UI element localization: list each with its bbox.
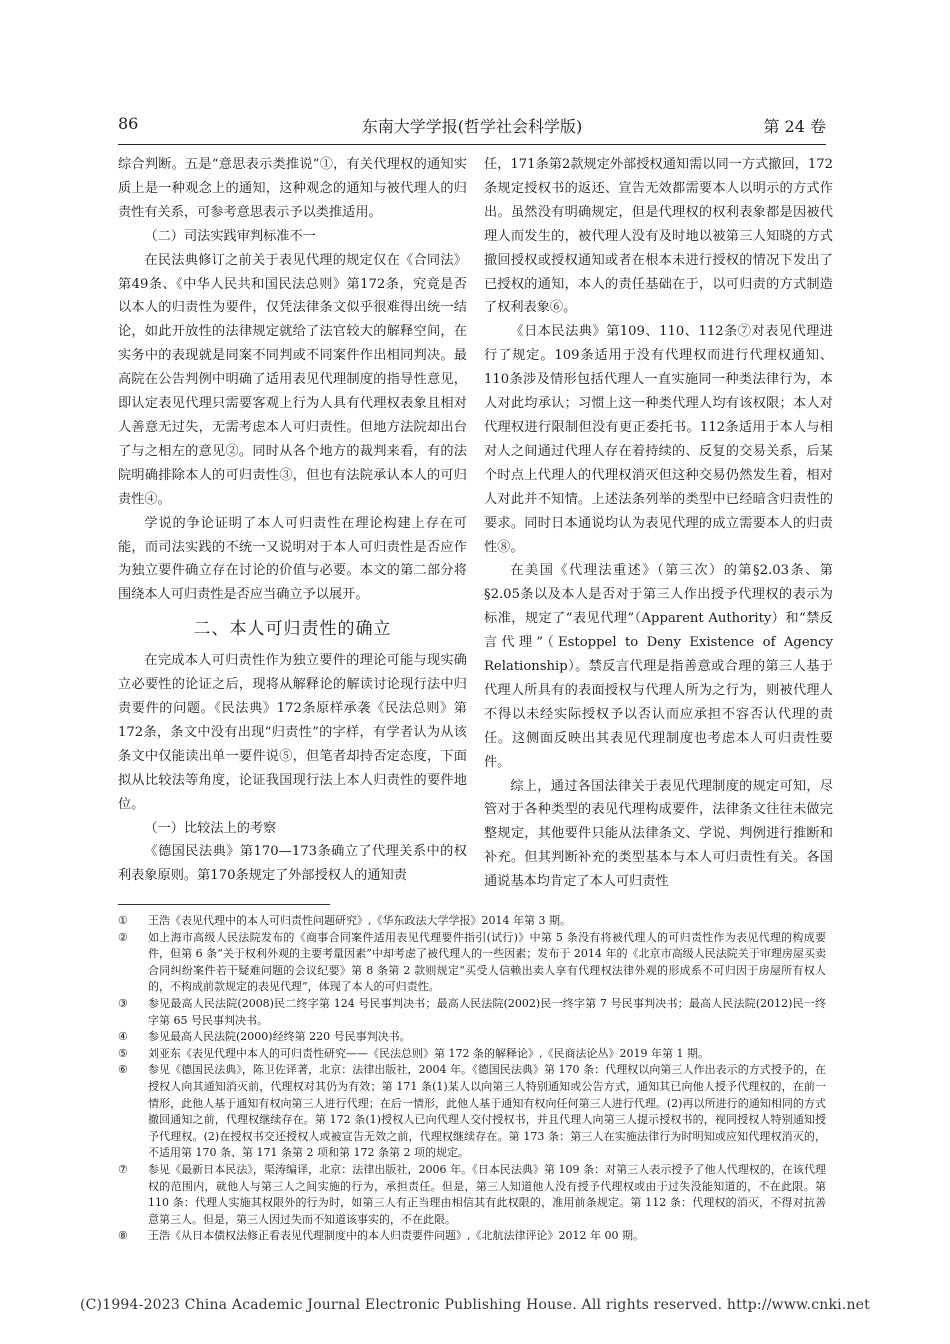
volume-label: 第 24 卷 bbox=[763, 117, 826, 136]
paragraph: 在民法典修订之前关于表见代理的规定仅在《合同法》第49条、《中华人民共和国民法总则》第172条，究竟是否以本人的归责性为要件，仅凭法律条文似乎很难得出统一结论，如此开放性的法律规定就给了法官较大的解释空间，在实务中的表现就是同案不同判或不同案件作出相同判决。最高院在公告判例中明确了适用表见代理制度的指导性意见，即认定表见代理只需要客观上行为人具有代理权表象且相对人善意无过失，无需考虑本人可归责性。但地方法院却出台了与之相左的意见②。同时从各个地方的裁判来看，有的法院明确排除本人的可归责性③，但也有法院承认本人的可归责性④。 bbox=[118, 252, 467, 507]
footnote bbox=[118, 1062, 826, 1162]
footnote-text: 参见最高人民法院(2000)经终第 220 号民事判决书。 bbox=[148, 1030, 411, 1044]
subsection-heading: （二）司法实践审判标准不一 bbox=[144, 228, 316, 244]
footnote bbox=[118, 913, 826, 930]
paragraph: 学说的争论证明了本人可归责性在理论构建上存在可能，而司法实践的不统一又说明对于本人可归责性是否应作为独立要件确立存在讨论的价值与必要。本文的第二部分将围绕本人可归责性是否应当确立予以展开。 bbox=[118, 515, 467, 603]
footnote-mark: ① bbox=[118, 914, 128, 927]
footnote-text: 参见《德国民法典》，陈卫佐译著，北京：法律出版社，2004 年。《德国民法典》第 170 条：代理权以向第三人作出表示的方式授予的，在授权人向其通知消灭前，代理权对其仍为有效；第 171 条(1)某人以向第三人特别通知或公告方式，通知其已向他人授予代理权的，在前一情形，此他人基于通知有权向第三人进行代理；在后一情形，此他人基于通知有权向任何第三人进行代理。(2)再以所进行的通知相同的方式撤回通知之前，代理权继续存在。第 172 条(1)授权人已向代理人交付授权书，并且代理人向第三人提示授权书的，视同授权人特别通知授予代理权。(2)在授权书交还授权人或被宣告无效之前，代理权继续存在。第 173 条：第三人在实施法律行为时明知或应知代理权消灭的，不适用第 170 条、第 171 条第 2 项和第 172 条第 2 项的规定。 bbox=[148, 1063, 826, 1160]
paragraph: 《德国民法典》第170—173条确立了代理关系中的权利表象原则。第170条规定了外部授权人的通知责 bbox=[118, 844, 467, 884]
footnote-mark: ⑥ bbox=[118, 1063, 128, 1077]
footnote-text: 如上海市高级人民法院发布的《商事合同案件适用表见代理要件指引(试行)》中第 5 条没有将被代理人的可归责性作为表见代理的构成要件，但第 6 条“关于权利外观的主要考量因素”中却考虑了被代理人的一些因素；发布于 2014 年的《北京市高级人民法院关于审理房屋买卖合同纠纷案件若干疑难问题的会议纪要》第 8 条第 2 款则规定“买受人信赖出卖人享有代理权法律外观的形成系不可归因于房屋所有权人的，不构成前款规定的表见代理”，体现了本人的可归责性。 bbox=[148, 930, 826, 994]
footnote-mark: ⑧ bbox=[118, 1229, 128, 1243]
footnote-text: 刘亚东《表见代理中本人的可归责性研究——《民法总则》第 172 条的解释论》,《民商法论丛》2019 年第 1 期。 bbox=[148, 1046, 709, 1060]
footnote-text: 参见最高人民法院(2008)民二终字第 124 号民事判决书；最高人民法院(2002)民一终字第 7 号民事判决书；最高人民法院(2012)民一终字第 65 号民事判决书。 bbox=[148, 996, 826, 1027]
footnote bbox=[118, 1162, 826, 1228]
section-heading: 二、本人可归责性的确立 bbox=[193, 619, 392, 640]
paragraph: 综上，通过各国法律关于表见代理制度的规定可知，尽管对于各种类型的表见代理构成要件，法律条文往往未做完整规定，其他要件只能从法律条文、学说、判例进行推断和补充。但其判断补充的类型基本与本人可归责性有关。各国通说基本均肯定了本人可归责性 bbox=[484, 778, 833, 890]
subsection-heading: （一）比较法上的考察 bbox=[144, 820, 277, 836]
footnote-text: 王浩《表见代理中的本人可归责性问题研究》,《华东政法大学学报》2014 年第 3 期。 bbox=[148, 914, 571, 927]
footnote bbox=[118, 930, 826, 996]
paragraph: 任，171条第2款规定外部授权通知需以同一方式撤回，172条规定授权书的返还、宣告无效都需要本人以明示的方式作出。虽然没有明确规定，但是代理权的权利表象都是因被代理人而发生的，被代理人没有及时地以被第三人知晓的方式撤回授权或授权通知或者在根本未进行授权的情况下发出了已授权的通知，本人的责任基础在于，以可归责的方式制造了权利表象⑥。 bbox=[484, 157, 833, 316]
footnote-text: 王浩《从日本债权法修正看表见代理制度中的本人归责要件问题》,《北航法律评论》2012 年 00 期。 bbox=[148, 1229, 644, 1243]
journal-title: 东南大学学报(哲学社会科学版) bbox=[361, 117, 583, 136]
copyright-notice: (C)1994-2023 China Academic Journal Electronic Publishing House. All rights reserved. http://www.cnki.net bbox=[79, 1297, 870, 1313]
footnote bbox=[118, 1228, 826, 1245]
footnote-mark: ⑤ bbox=[118, 1046, 128, 1060]
footnote bbox=[118, 1029, 826, 1046]
paragraph: 综合判断。五是“意思表示类推说”①，有关代理权的通知实质上是一种观念上的通知，这种观念的通知与被代理人的归责性有关系，可参考意思表示予以类推适用。 bbox=[118, 157, 467, 220]
footnote-mark: ⑦ bbox=[118, 1162, 128, 1176]
footnote-divider bbox=[118, 904, 330, 905]
page-number: 86 bbox=[118, 114, 139, 133]
footnotes bbox=[118, 913, 826, 1245]
left-column bbox=[118, 153, 467, 888]
right-column bbox=[484, 153, 833, 894]
footnote-mark: ④ bbox=[118, 1030, 128, 1044]
footnote-text: 参见《最新日本民法》，渠涛编译，北京：法律出版社，2006 年。《日本民法典》第 109 条：对第三人表示授予了他人代理权的，在该代理权的范围内，就他人与第三人之间实施的行为，承担责任。但是，第三人知道他人没有授予代理权或由于过失没能知道的，不在此限。第 110 条：代理人实施其权限外的行为时，如第三人有正当理由相信其有此权限的，准用前条规定。第 112 条：代理权的消灭，不得对抗善意第三人。但是，第三人因过失而不知道该事实的，不在此限。 bbox=[148, 1162, 826, 1226]
paragraph: 在完成本人可归责性作为独立要件的理论可能与现实确立必要性的论证之后，现将从解释论的解读讨论现行法中归责要件的问题。《民法典》172条原样承袭《民法总则》第172条，条文中没有出现“归责性”的字样，有学者认为从该条文中仅能读出单一要件说⑤，但笔者却持否定态度，下面拟从比较法等角度，论证我国现行法上本人归责性的要件地位。 bbox=[118, 653, 467, 812]
footnote-mark: ② bbox=[118, 930, 128, 944]
paragraph: 在美国《代理法重述》（第三次）的第§2.03条、第§2.05条以及本人是否对于第三人作出授予代理权的表示为标准，规定了“表见代理”（Apparent Authority）和“禁反言代理”（Estoppel to Deny Existence of Agency Relationship）。禁反言代理是指善意或合理的第三人基于代理人所具有的表面授权与代理人所为之行为，则被代理人不得以未经实际授权予以否认而应承担不容否认代理的责任。这侧面反映出其表见代理制度也考虑本人可归责性要件。 bbox=[484, 563, 833, 770]
footnote bbox=[118, 996, 826, 1029]
running-header bbox=[118, 110, 826, 145]
paragraph: 《日本民法典》第109、110、112条⑦对表见代理进行了规定。109条适用于没有代理权而进行代理权通知、110条涉及情形包括代理人一直实施同一种类法律行为，本人对此均承认；习惯上这一种类代理人均有该权限；本人对代理权进行限制但没有更正委托书。112条适用于本人与相对人之间通过代理人存在着持续的、反复的交易关系，后某个时点上代理人的代理权消灭但这种交易仍然发生着，相对人对此并不知情。上述法条列举的类型中已经暗含归责性的要求。同时日本通说均认为表见代理的成立需要本人的归责性⑧。 bbox=[484, 324, 833, 555]
footnote bbox=[118, 1046, 826, 1063]
footnote-mark: ③ bbox=[118, 996, 128, 1010]
